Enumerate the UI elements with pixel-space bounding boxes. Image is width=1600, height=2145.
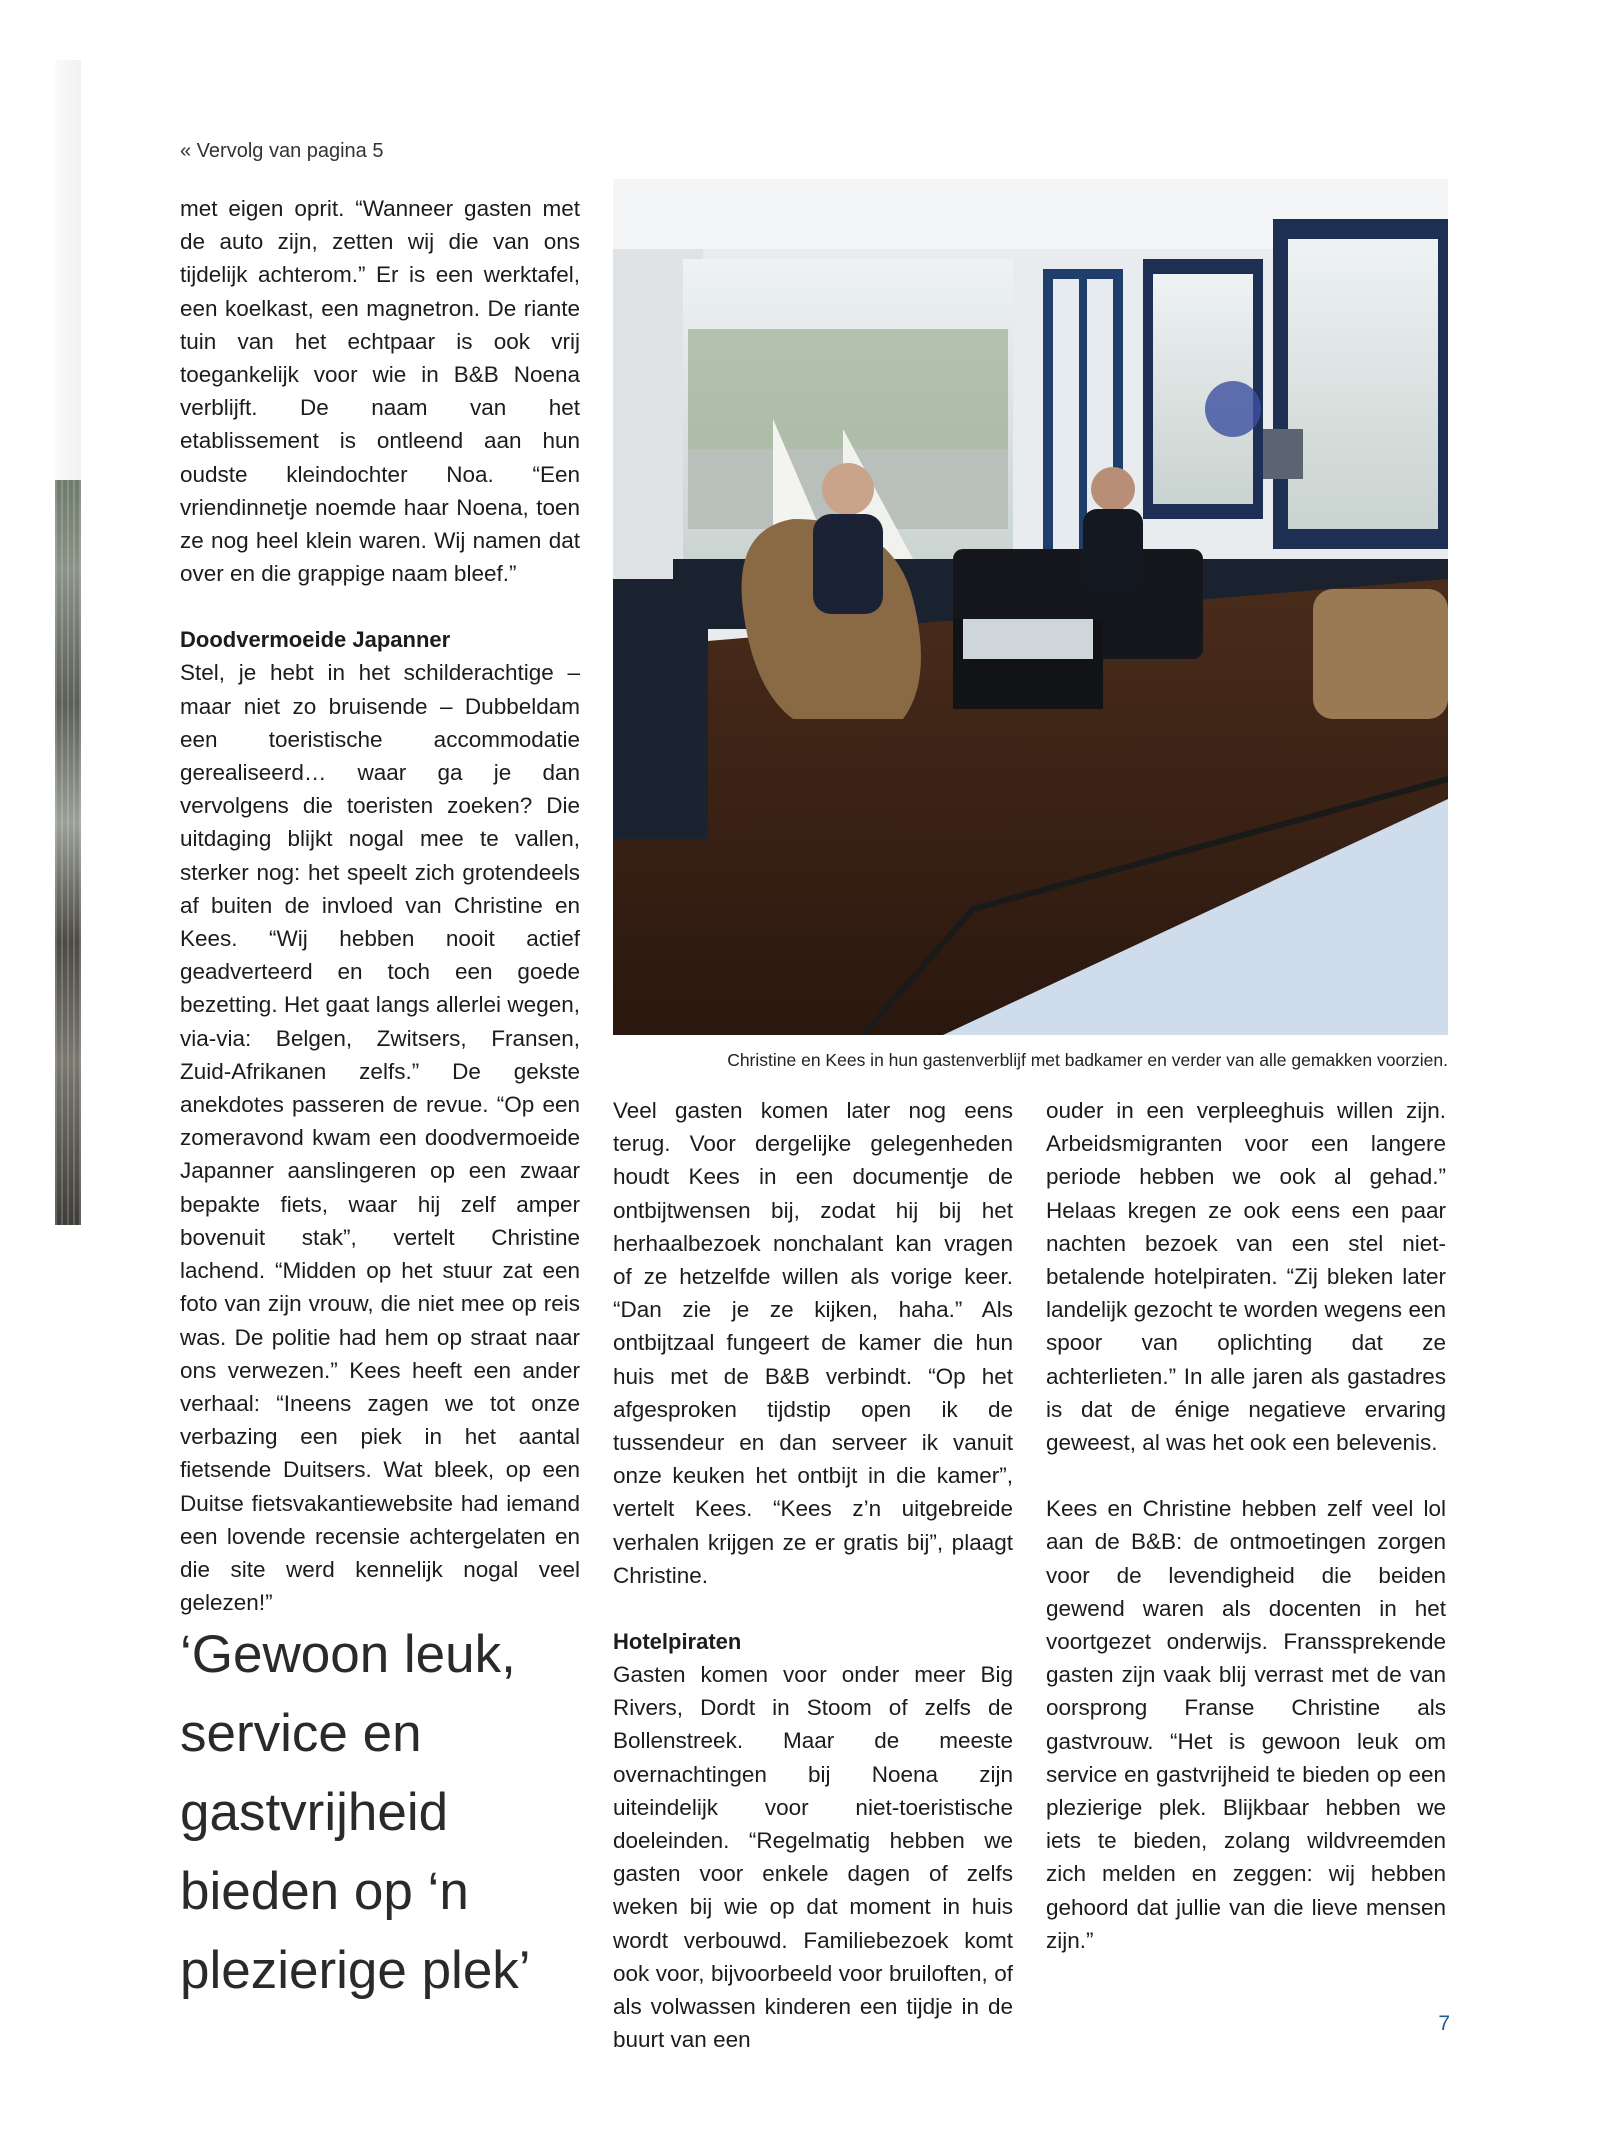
adjacent-page-photo-edge	[55, 480, 81, 1225]
article-column-right	[1046, 1094, 1446, 1957]
paragraph: met eigen oprit. “Wanneer gasten met de auto zijn, zetten wij die van ons tijdelijk achterom.” Er is een werktafel, een koelkast, een magnetron. De riante tuin van het echtpaar is ook vrij toegankelijk voor wie in B&B Noena verblijft. De naam van het etablissement is ontleend aan hun oudste kleindochter Noa. “Een vriendinnetje noemde haar Noena, toen ze nog heel klein waren. Wij namen dat over en die grappige naam bleef.”	[180, 196, 580, 587]
paragraph: ouder in een verpleeghuis willen zijn. Arbeidsmigranten voor een langere periode hebben we ook al gehad.” Helaas kregen ze ook eens een paar nachten bezoek van een stel niet-betalende hotelpiraten. “Zij bleken later landelijk gezocht te worden wegens een spoor van oplichting dat ze achterlieten.” In alle jaren als gastadres is dat de énige negatieve ervaring geweest, al was het ook een belevenis.	[1046, 1098, 1446, 1456]
article-column-middle	[613, 1094, 1013, 2056]
left-edge-margin	[55, 60, 81, 480]
paragraph: Kees en Christine hebben zelf veel lol aan de B&B: de ontmoetingen zorgen voor de levendigheid die beiden gewend waren als docenten in het voortgezet onderwijs. Franssprekende gasten zijn vaak blij verrast met de van oorsprong Franse Christine als gastvrouw. “Het is gewoon leuk om service en gastvrijheid te bieden op een plezierige plek. Blijkbaar hebben we iets te bieden, zolang wildvreemden zich melden en zeggen: wij hebben gehoord dat jullie van die lieve mensen zijn.”	[1046, 1496, 1446, 1953]
living-room-illustration	[613, 179, 1448, 1035]
pull-quote: ‘Gewoon leuk, service en gastvrijheid bieden op ‘n plezierige plek’	[180, 1625, 531, 2000]
paragraph: Stel, je hebt in het schilderachtige – maar niet zo bruisende – Dubbeldam een toeristische accommodatie gerealiseerd… waar ga je dan vervolgens die toeristen zoeken? Die uitdaging blijkt nogal mee te vallen, sterker nog: het speelt zich grotendeels af buiten de invloed van Christine en Kees. “Wij hebben nooit actief geadverteerd en toch een goede bezetting. Het gaat langs allerlei wegen, via-via: Belgen, Zwitsers, Fransen, Zuid-Afrikanen zelfs.” De gekste anekdotes passeren de revue. “Op een zomeravond kwam een doodvermoeide Japanner aanslingeren op een zwaar bepakte fiets, waar hij zelf amper bovenuit stak”, vertelt Christine lachend. “Midden op het stuur zat een foto van zijn vrouw, die niet mee op reis was. De politie had hem op straat naar ons verwezen.” Kees heeft een ander verhaal: “Ineens zagen we tot onze verbazing een piek in het aantal fietsende Duitsers. Wat bleek, op een Duitse fietsvakantiewebsite had iemand een lovende recensie achtergelaten en die site werd kennelijk nogal veel gelezen!”	[180, 660, 580, 1616]
paragraph: Gasten komen voor onder meer Big Rivers, Dordt in Stoom of zelfs de Bollenstreek. Maar de meeste overnachtingen bij Noena zijn uiteindelijk voor niet-toeristische doeleinden. “Regelmatig hebben we gasten voor enkele dagen of zelfs weken bij wie op dat moment in huis wordt verbouwd. Familiebezoek komt ook voor, bijvoorbeeld voor bruiloften, of als volwassen kinderen een tijdje in de buurt van een	[613, 1662, 1013, 2053]
section-heading: Hotelpiraten	[613, 1629, 742, 1655]
photo-caption: Christine en Kees in hun gastenverblijf met badkamer en verder van alle gemakken voorzien.	[727, 1050, 1448, 1070]
page-number: 7	[1438, 2012, 1450, 2035]
article-column-left	[180, 192, 580, 1619]
article-photo	[613, 179, 1448, 1035]
section-heading: Doodvermoeide Japanner	[180, 627, 451, 653]
paragraph: Veel gasten komen later nog eens terug. Voor dergelijke gelegenheden houdt Kees in een documentje de ontbijtwensen bij, zodat hij bij het herhaalbezoek nonchalant kan vragen of ze hetzelfde willen als vorige keer. “Dan zie je ze kijken, haha.” Als ontbijtzaal fungeert de kamer die hun huis met de B&B verbindt. “Op het afgesproken tijdstip open ik de tussendeur en dan serveer ik vanuit onze keuken het ontbijt in die kamer”, vertelt Kees. “Kees z’n uitgebreide verhalen krijgen ze er gratis bij”, plaagt Christine.	[613, 1098, 1013, 1588]
continued-from-label: « Vervolg van pagina 5	[180, 140, 384, 162]
